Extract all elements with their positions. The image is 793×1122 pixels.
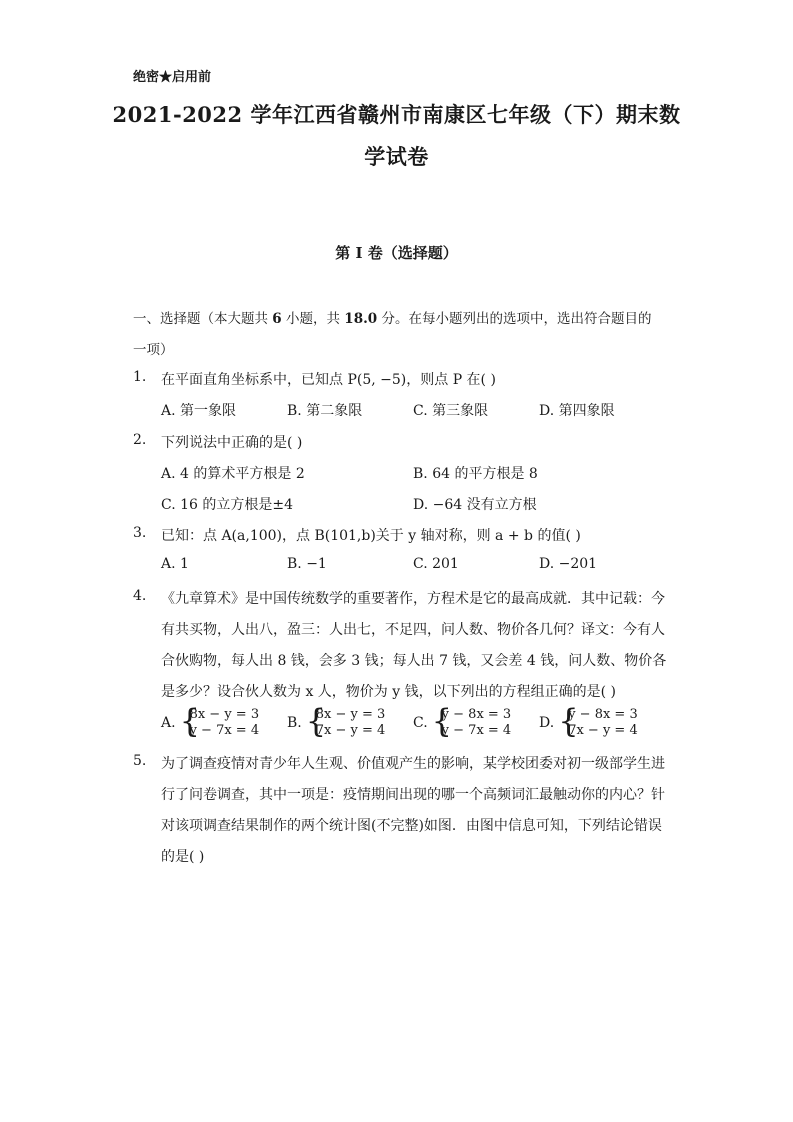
question-text: 已知：点 A(a,100)，点 B(101,b)关于 y 轴对称，则 a + b 的值( ) (161, 528, 581, 544)
option-d: D. −64 没有立方根 (413, 497, 537, 513)
question-text: 下列说法中正确的是( ) (161, 435, 303, 451)
option-a: A. 第一象限 (161, 403, 237, 419)
question-number: 4. (133, 588, 147, 604)
option-a (161, 707, 259, 739)
option-c (413, 707, 511, 739)
equation-2: 7x − y = 4 (568, 723, 638, 738)
question-number: 1. (133, 369, 147, 385)
question-number: 5. (133, 753, 147, 769)
option-label: A. (161, 715, 176, 731)
question-text-line: 为了调查疫情对青少年人生观、价值观产生的影响，某学校团委对初一级部学生进 (161, 756, 665, 772)
section-text: 分。在每小题列出的选项中，选出符合题目的 (377, 311, 652, 327)
equation-system (432, 707, 512, 739)
option-c: C. 201 (413, 556, 459, 572)
section-instructions-line-2: 一项） (133, 342, 174, 358)
total-score: 18.0 (344, 311, 378, 327)
exam-title-line-2: 学试卷 (364, 144, 429, 169)
option-b: B. −1 (287, 556, 327, 572)
option-d (539, 707, 638, 739)
section-text: 小题，共 (281, 311, 345, 327)
option-label: C. (413, 715, 428, 731)
option-d: D. 第四象限 (539, 403, 615, 419)
equation-system (306, 707, 386, 739)
question-text-line: 合伙购物，每人出 8 钱，会多 3 钱；每人出 7 钱，又会差 4 钱，问人数、物价各 (161, 653, 667, 669)
question-text-line: 有共买物，人出八，盈三：人出七，不足四，问人数、物价各几何？译文：今有人 (161, 622, 665, 638)
exam-title-line-1: 2021-2022 学年江西省赣州市南康区七年级（下）期末数 (112, 102, 681, 127)
option-b (287, 707, 385, 739)
question-number: 2. (133, 432, 147, 448)
question-text-line: 是多少？设合伙人数为 x 人，物价为 y 钱，以下列出的方程组正确的是( ) (161, 684, 616, 700)
question-text-line: 的是( ) (161, 849, 205, 865)
option-c: C. 16 的立方根是±4 (161, 497, 294, 513)
question-text: 在平面直角坐标系中，已知点 P(5, −5)，则点 P 在( ) (161, 372, 496, 388)
equation-2: 7x − y = 4 (315, 723, 386, 738)
equation-1: { 8x − y = 3 (189, 707, 260, 722)
equation-system (180, 707, 260, 739)
question-text-line: 对该项调查结果制作的两个统计图(不完整)如图．由图中信息可知，下列结论错误 (161, 818, 662, 834)
question-text-line: 行了问卷调查，其中一项是：疫情期间出现的哪一个高频词汇最触动你的内心？针 (161, 787, 665, 803)
equation-2: y − 7x = 4 (189, 723, 260, 738)
question-count: 6 (272, 311, 282, 327)
option-a: A. 4 的算术平方根是 2 (161, 466, 305, 482)
option-label: B. (287, 715, 302, 731)
part-title: 第 I 卷（选择题） (335, 244, 458, 262)
equation-1: { y − 8x = 3 (568, 707, 638, 722)
question-text-line: 《九章算术》是中国传统数学的重要著作，方程术是它的最高成就．其中记载：今 (161, 591, 665, 607)
equation-1: { y − 8x = 3 (441, 707, 512, 722)
equation-1: { 8x − y = 3 (315, 707, 386, 722)
confidential-label: 绝密★启用前 (133, 70, 212, 85)
question-number: 3. (133, 525, 147, 541)
option-b: B. 64 的平方根是 8 (413, 466, 538, 482)
section-text: 一、选择题（本大题共 (133, 311, 273, 327)
option-label: D. (539, 715, 555, 731)
equation-system (558, 707, 638, 739)
section-instructions-line-1 (133, 307, 651, 327)
option-a: A. 1 (161, 556, 189, 572)
option-b: B. 第二象限 (287, 403, 363, 419)
option-c: C. 第三象限 (413, 403, 489, 419)
equation-2: y − 7x = 4 (441, 723, 512, 738)
option-d: D. −201 (539, 556, 598, 572)
